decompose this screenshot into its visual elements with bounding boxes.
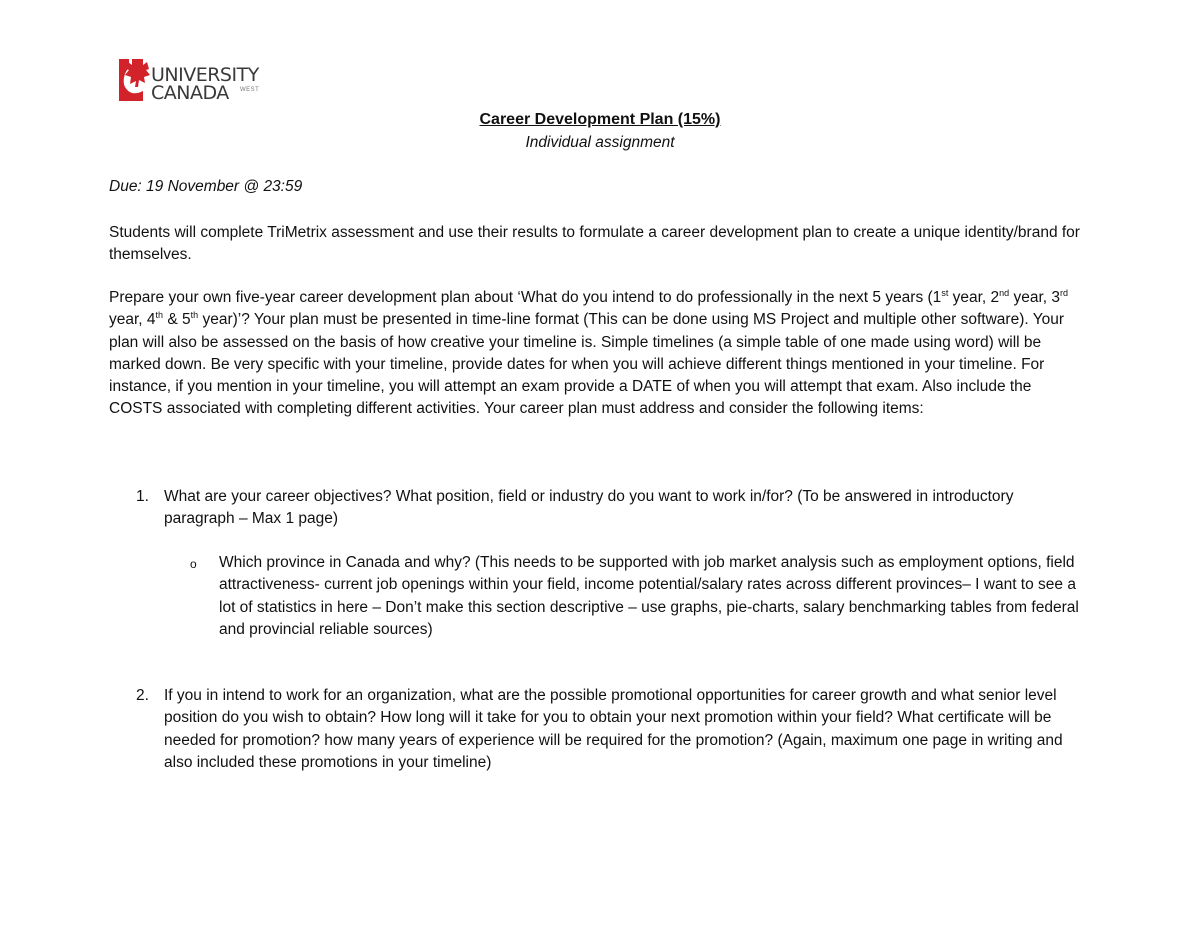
plan-paragraph [109, 287, 1084, 421]
university-logo [117, 57, 277, 103]
ordinal-suffix: st [941, 287, 949, 298]
sub-list-item-text: Which province in Canada and why? (This needs to be supported with job market analysis such as employment options, field attractiveness- current job openings within your field, income potential/salary rates across different provinces– I want to see a lot of statistics in here – Don’t make this section descriptive – use graphs, pie-charts, salary benchmarking tables from federal and provincial reliable sources) [219, 554, 1079, 638]
intro-paragraph: Students will complete TriMetrix assessment and use their results to formulate a career development plan to create a unique identity/brand for themselves. [109, 224, 1080, 264]
logo-text-canada: CANADA [151, 82, 229, 104]
plan-text: Prepare your own five-year career development plan about ‘What do you intend to do professionally in the next 5 years (1 [109, 289, 942, 306]
document-subtitle: Individual assignment [525, 134, 675, 151]
ordinal-suffix: nd [999, 287, 1010, 298]
due-date: Due: 19 November @ 23:59 [109, 178, 303, 195]
ordinal-suffix: th [190, 310, 199, 321]
document-title: Career Development Plan (15%) [479, 111, 721, 128]
ordinal-suffix: th [155, 310, 164, 321]
list-item-text: If you in intend to work for an organization, what are the possible promotional opportunities for career growth and what senior level position do you wish to obtain? How long will it take for you to obtain your next promotion within your field? What certificate will be needed for promotion? how many years of experience will be required for the promotion? (Again, maximum one page in writing and also included these promotions in your timeline) [164, 687, 1063, 771]
plan-text: year, 4 [109, 311, 156, 329]
plan-text: & 5 [163, 311, 191, 329]
plan-text: year, 2 [948, 289, 1000, 306]
sub-bullet-marker: o [190, 557, 197, 571]
list-item-number: 2. [136, 687, 149, 704]
list-item-number: 1. [136, 488, 149, 505]
plan-text: year)’? Your plan must be presented in time-line format (This can be done using MS Project and multiple other software). Your plan will also be assessed on the basis of how creative your timeline is. Simple timelines (a simple table of one made using word) will be marked down. Be very specific with your timeline, provide dates for when you will achieve different things mentioned in your timeline. For instance, if you mention in your timeline, you will attempt an exam provide a DATE of when you will attempt that exam. Also include the COSTS associated with completing different activities. Your career plan must address and consider the following items: [109, 311, 1065, 418]
logo-text-west: WEST [240, 87, 260, 93]
ordinal-suffix: rd [1060, 287, 1069, 298]
logo-text-university: UNIVERSITY [151, 64, 259, 86]
plan-text: year, 3 [1009, 289, 1061, 306]
list-item-text: What are your career objectives? What position, field or industry do you want to work in/for? (To be answered in introductory paragraph – Max 1 page) [164, 488, 1014, 528]
maple-leaf-icon [117, 57, 151, 103]
